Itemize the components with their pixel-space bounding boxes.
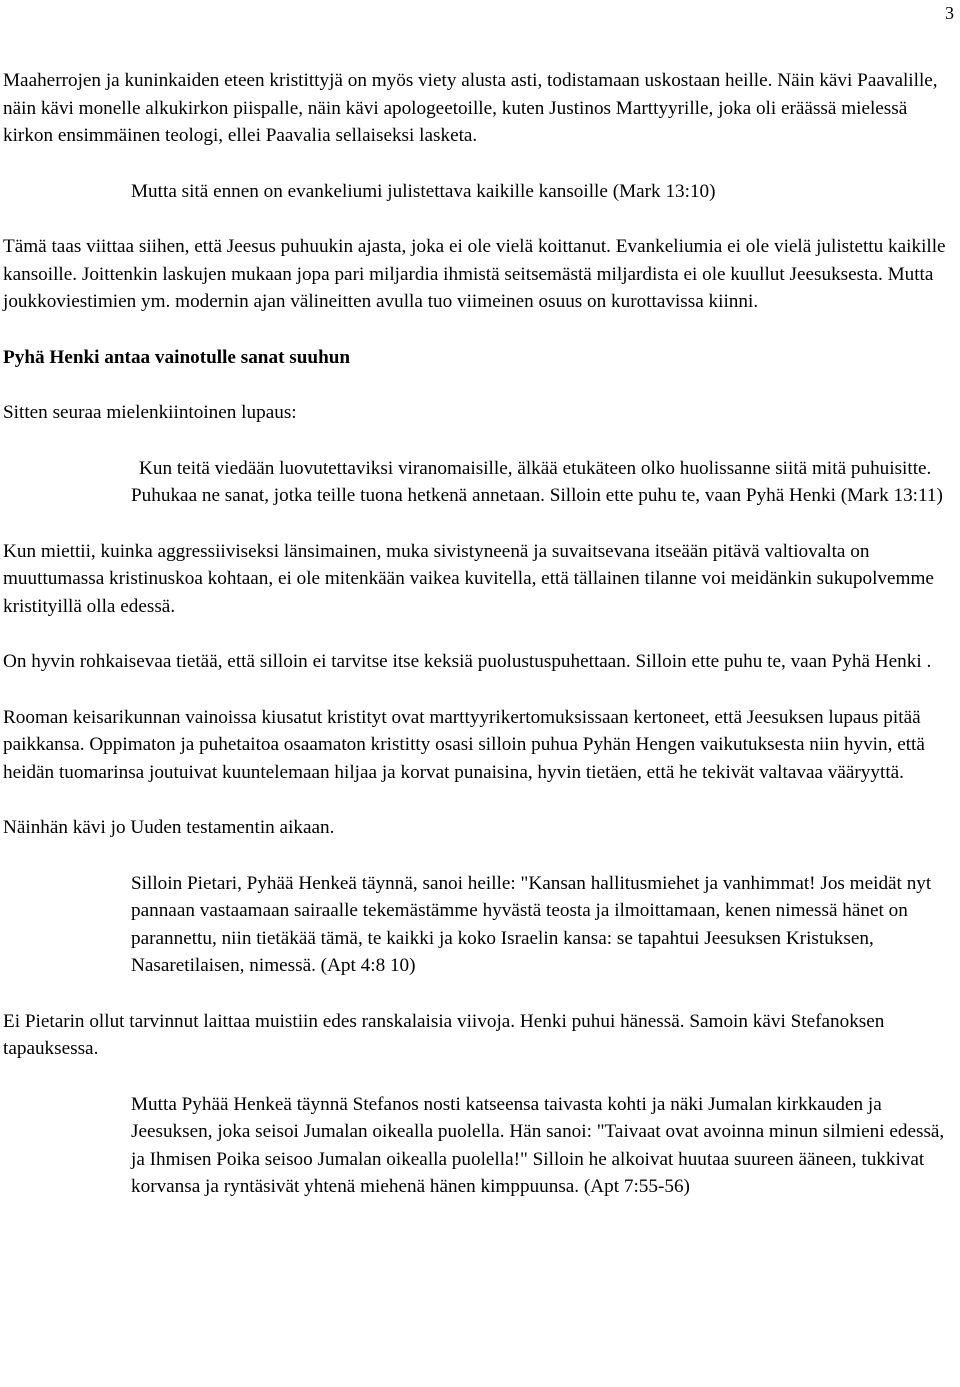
paragraph-encouragement: On hyvin rohkaisevaa tietää, että silloin ei tarvitse itse keksiä puolustuspuhettaan. Silloin ette puhu te, vaan Pyhä Henki . — [3, 651, 932, 672]
quote-mark-13-11: Kun teitä viedään luovutettaviksi viranomaisille, älkää etukäteen olko huolissanne siitä mitä puhuisitte. Puhukaa ne sanat, jotka teille tuona hetkenä annetaan. Silloin ette puhu te, vaan Pyhä Henki (Mark 13:11) — [131, 457, 943, 506]
document-body — [3, 67, 955, 1201]
page-number: 3 — [945, 3, 954, 23]
paragraph-gospel-proclaimed: Tämä taas viittaa siihen, että Jeesus puhuukin ajasta, joka ei ole vielä koittanut. Evankeliumia ei ole vielä julistettu kaikille kansoille. Joittenkin laskujen mukaan jopa pari miljardia ihmistä seitsemästä miljardista ei ole kuullut Jeesuksesta. Mutta joukkoviestimien ym. modernin ajan välineitten avulla tuo viimeinen osuus on kurottavissa kiinni. — [3, 236, 946, 312]
quote-mark-13-10: Mutta sitä ennen on evankeliumi julistettava kaikille kansoille (Mark 13:10) — [131, 180, 716, 202]
paragraph-intro: Maaherrojen ja kuninkaiden eteen kristittyjä on myös viety alusta asti, todistamaan uskostaan heille. Näin kävi Paavalille, näin kävi monelle alkukirkon piispalle, näin kävi apologeetoille, kuten Justinos Marttyyrille, joka oli eräässä mielessä kirkon ensimmäinen teologi, ellei Paavalia sellaiseksi lasketa. — [3, 70, 938, 146]
paragraph-peter-stephen: Ei Pietarin ollut tarvinnut laittaa muistiin edes ranskalaisia viivoja. Henki puhui hänessä. Samoin kävi Stefanoksen tapauksessa. — [3, 1010, 885, 1059]
quote-acts-7: Mutta Pyhää Henkeä täynnä Stefanos nosti katseensa taivasta kohti ja näki Jumalan kirkkauden ja Jeesuksen, joka seisoi Jumalan oikealla puolella. Hän sanoi: "Taivaat ovat avoinna minun silmieni edessä, ja Ihmisen Poika seisoo Jumalan oikealla puolella!" Silloin he alkoivat huutaa suureen ääneen, tukkivat korvansa ja ryntäsivät yhtenä miehenä hänen kimppuunsa. (Apt 7:55-56) — [131, 1093, 945, 1197]
paragraph-promise-intro: Sitten seuraa mielenkiintoinen lupaus: — [3, 402, 297, 423]
paragraph-western-state: Kun miettii, kuinka aggressiiviseksi länsimainen, muka sivistyneenä ja suvaitsevana itseään pitävä valtiovalta on muuttumassa kristinuskoa kohtaan, ei ole mitenkään vaikea kuvitella, että tällainen tilanne voi meidänkin sukupolvemme kristityillä olla edessä. — [3, 540, 934, 617]
paragraph-new-testament: Näinhän kävi jo Uuden testamentin aikaan. — [3, 817, 335, 838]
section-heading: Pyhä Henki antaa vainotulle sanat suuhun — [3, 346, 351, 368]
paragraph-roman-persecution: Rooman keisarikunnan vainoissa kiusatut kristityt ovat marttyyrikertomuksissaan kertoneet, että Jeesuksen lupaus pitää paikkansa. Oppimaton ja puhetaitoa osaamaton kristitty osasi silloin puhua Pyhän Hengen vaikutuksesta niin hyvin, että heidän tuomarinsa joutuivat kuuntelemaan hiljaa ja korvat punaisina, hyvin tietäen, että he tekivät valtavaa vääryyttä. — [3, 706, 925, 783]
quote-acts-4: Silloin Pietari, Pyhää Henkeä täynnä, sanoi heille: "Kansan hallitusmiehet ja vanhimmat! Jos meidät nyt pannaan vastaamaan sairaalle tekemästämme hyvästä teosta ja ilmoittamaan, kenen nimessä hänet on parannettu, niin tietäkää tämä, te kaikki ja koko Israelin kansa: se tapahtui Jeesuksen Kristuksen, Nasaretilaisen, nimessä. (Apt 4:8 10) — [131, 872, 932, 976]
